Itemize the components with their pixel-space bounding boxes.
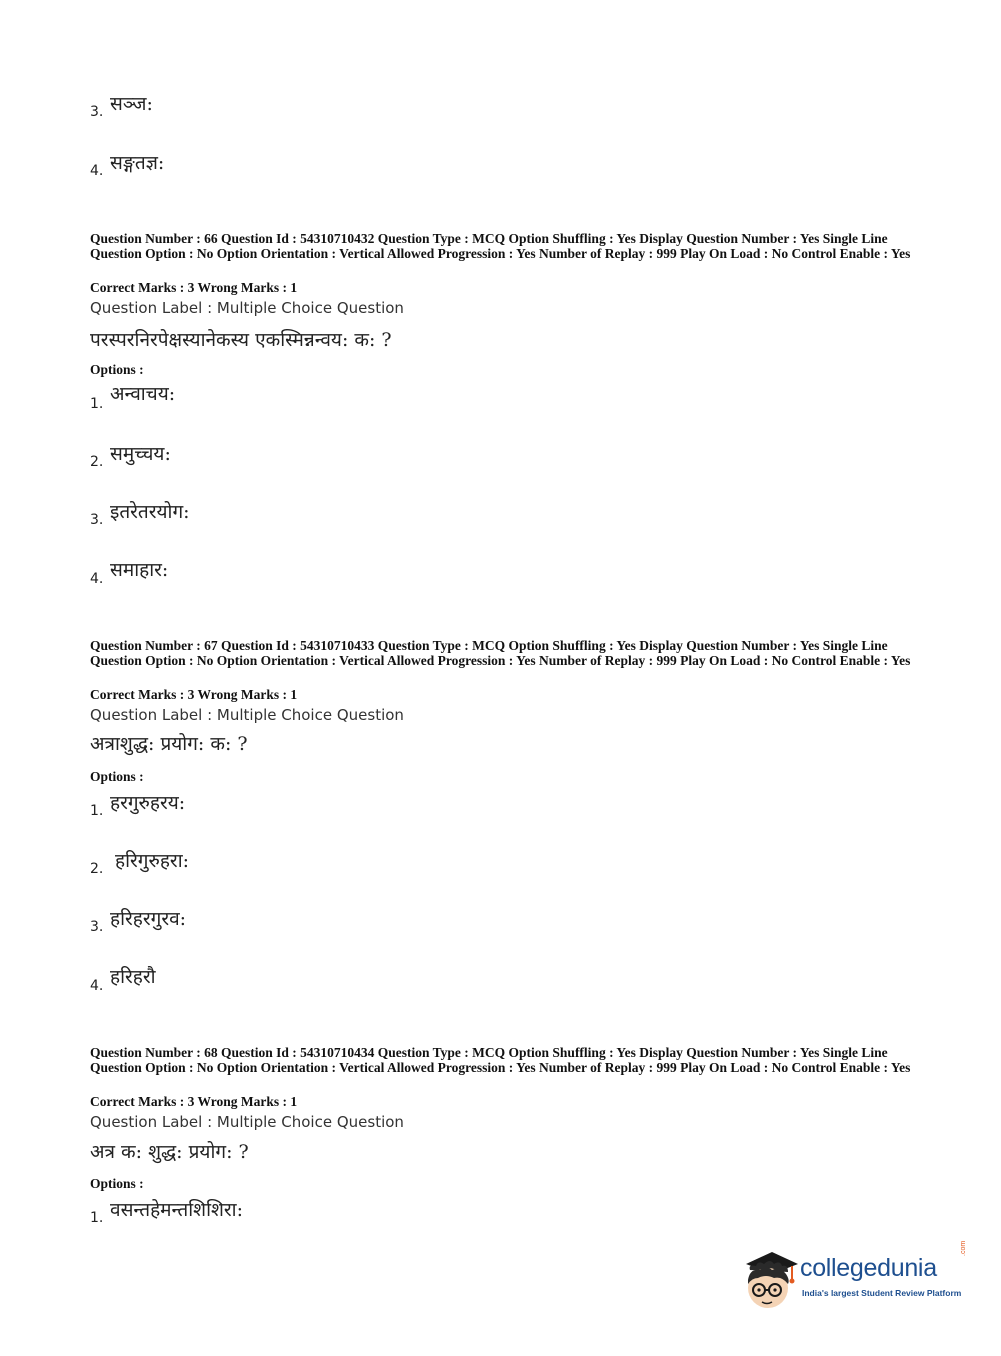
option-text: हरगुरुहरय: (110, 792, 186, 814)
question-meta: Question Number : 67 Question Id : 54310710433 Question Type : MCQ Option Shuffling : Yes Display Question Number : Yes Single Line Question Option : No Option Orientation : Vertical Allowed Progression : Yes Number of Replay : 999 Play On Load : No Control Enable : Yes (90, 638, 911, 668)
option-text: सङ्गतज्ञ: (110, 152, 165, 174)
option-text: हरिहरगुरव: (110, 908, 187, 930)
logo-domain: .com (960, 1240, 967, 1256)
question-meta: Question Number : 68 Question Id : 54310710434 Question Type : MCQ Option Shuffling : Yes Display Question Number : Yes Single Line Question Option : No Option Orientation : Vertical Allowed Progression : Yes Number of Replay : 999 Play On Load : No Control Enable : Yes (90, 1045, 911, 1075)
mascot-icon (742, 1250, 800, 1312)
option-number: 1. (90, 396, 104, 412)
question-text: अत्राशुद्ध: प्रयोग: क: ? (90, 733, 248, 755)
option-text: इतरेतरयोग: (110, 501, 190, 523)
option-number: 4. (90, 978, 104, 994)
option-number: 2. (90, 454, 104, 470)
logo-wordmark: collegedunia (800, 1254, 937, 1282)
logo-tagline: India's largest Student Review Platform (802, 1288, 962, 1298)
option-number: 3. (90, 104, 104, 120)
question-text: अत्र क: शुद्ध: प्रयोग: ? (90, 1141, 249, 1163)
question-label: Question Label : Multiple Choice Question (90, 706, 404, 724)
option-number: 3. (90, 919, 104, 935)
option-number: 1. (90, 803, 104, 819)
question-label: Question Label : Multiple Choice Question (90, 299, 404, 317)
question-text: परस्परनिरपेक्षस्यानेकस्य एकस्मिन्नन्वय: क: ? (90, 329, 392, 351)
question-marks: Correct Marks : 3 Wrong Marks : 1 (90, 1094, 298, 1109)
option-text: समुच्चय: (110, 443, 171, 465)
options-heading: Options : (90, 1176, 144, 1191)
question-label: Question Label : Multiple Choice Question (90, 1113, 404, 1131)
option-text: समाहार: (110, 559, 169, 581)
options-heading: Options : (90, 769, 144, 784)
option-number: 3. (90, 512, 104, 528)
question-marks: Correct Marks : 3 Wrong Marks : 1 (90, 280, 298, 295)
option-text: हरिहरौ (110, 966, 156, 988)
option-text: सञ्ज: (110, 93, 153, 115)
option-text: अन्वाचय: (110, 383, 176, 405)
question-meta: Question Number : 66 Question Id : 54310710432 Question Type : MCQ Option Shuffling : Yes Display Question Number : Yes Single Line Question Option : No Option Orientation : Vertical Allowed Progression : Yes Number of Replay : 999 Play On Load : No Control Enable : Yes (90, 231, 911, 261)
option-number: 2. (90, 861, 104, 877)
option-text: हरिगुरुहरा: (115, 850, 190, 872)
option-number: 4. (90, 163, 104, 179)
options-heading: Options : (90, 362, 144, 377)
question-marks: Correct Marks : 3 Wrong Marks : 1 (90, 687, 298, 702)
option-number: 4. (90, 571, 104, 587)
option-text: वसन्तहेमन्तशिशिरा: (110, 1199, 243, 1221)
option-number: 1. (90, 1210, 104, 1226)
collegedunia-logo[interactable] (742, 1240, 972, 1316)
